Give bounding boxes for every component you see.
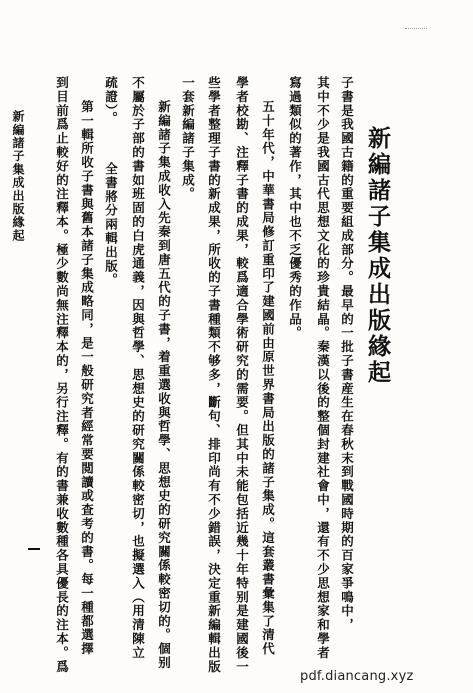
text-line: 疏證）。 <box>103 76 119 126</box>
text-line: 全書將分兩輯出版。 <box>103 162 119 288</box>
text-line: 寫過類似的著作，其中也不乏優秀的作品。 <box>287 76 303 341</box>
watermark: pdf.diancang.xyz <box>300 669 414 684</box>
text-line: 其中不少是我國古代思想文化的珍貴結晶。秦漢以後的整個封建社會中，還有不少思想家和學者 <box>315 76 331 660</box>
text-line: 些學者整理子書的新成果，所收的子書種類不够多，斷句、排印尚有不少錯誤，決定重新編輯出版 <box>206 76 222 674</box>
text-line: 五十年代，中華書局修訂重印了建國前由原世界書局出版的諸子集成。這套叢書彙集了清代 <box>260 100 276 656</box>
scan-mark <box>405 28 427 33</box>
page-title: 新編諸子集成出版緣起 <box>364 126 391 386</box>
text-line: 第一輯所收子書與舊本諸子集成略同，是一般研究者經常要閲讀或查考的書。每一種都選擇 <box>79 100 95 656</box>
text-line: 到目前爲止較好的注釋本。極少數尚無注釋本的，另行注釋。有的書兼收數種各具優長的注本。爲 <box>54 76 70 674</box>
running-head: 新編諸子集成出版緣起 <box>11 110 25 242</box>
text-line: 新編諸子集成收入先秦到唐五代的子書，着重選收與哲學、思想史的研究關係較密切的。個别 <box>156 100 172 670</box>
page-number <box>28 548 40 550</box>
text-line: 不屬於子部的書如班固的白虎通義，因與哲學、思想史的研究關係較密切，也擬選入（用清陳立 <box>130 76 146 660</box>
text-line: 學者校勘、注釋子書的成果，較爲適合學術研究的需要。但其中未能包括近幾十年特别是建國後一 <box>234 76 250 674</box>
text-line: 子書是我國古籍的重要組成部分。最早的一批子書産生在春秋末到戰國時期的百家爭鳴中， <box>339 76 355 632</box>
text-line: 一套新編諸子集成。 <box>180 76 196 202</box>
